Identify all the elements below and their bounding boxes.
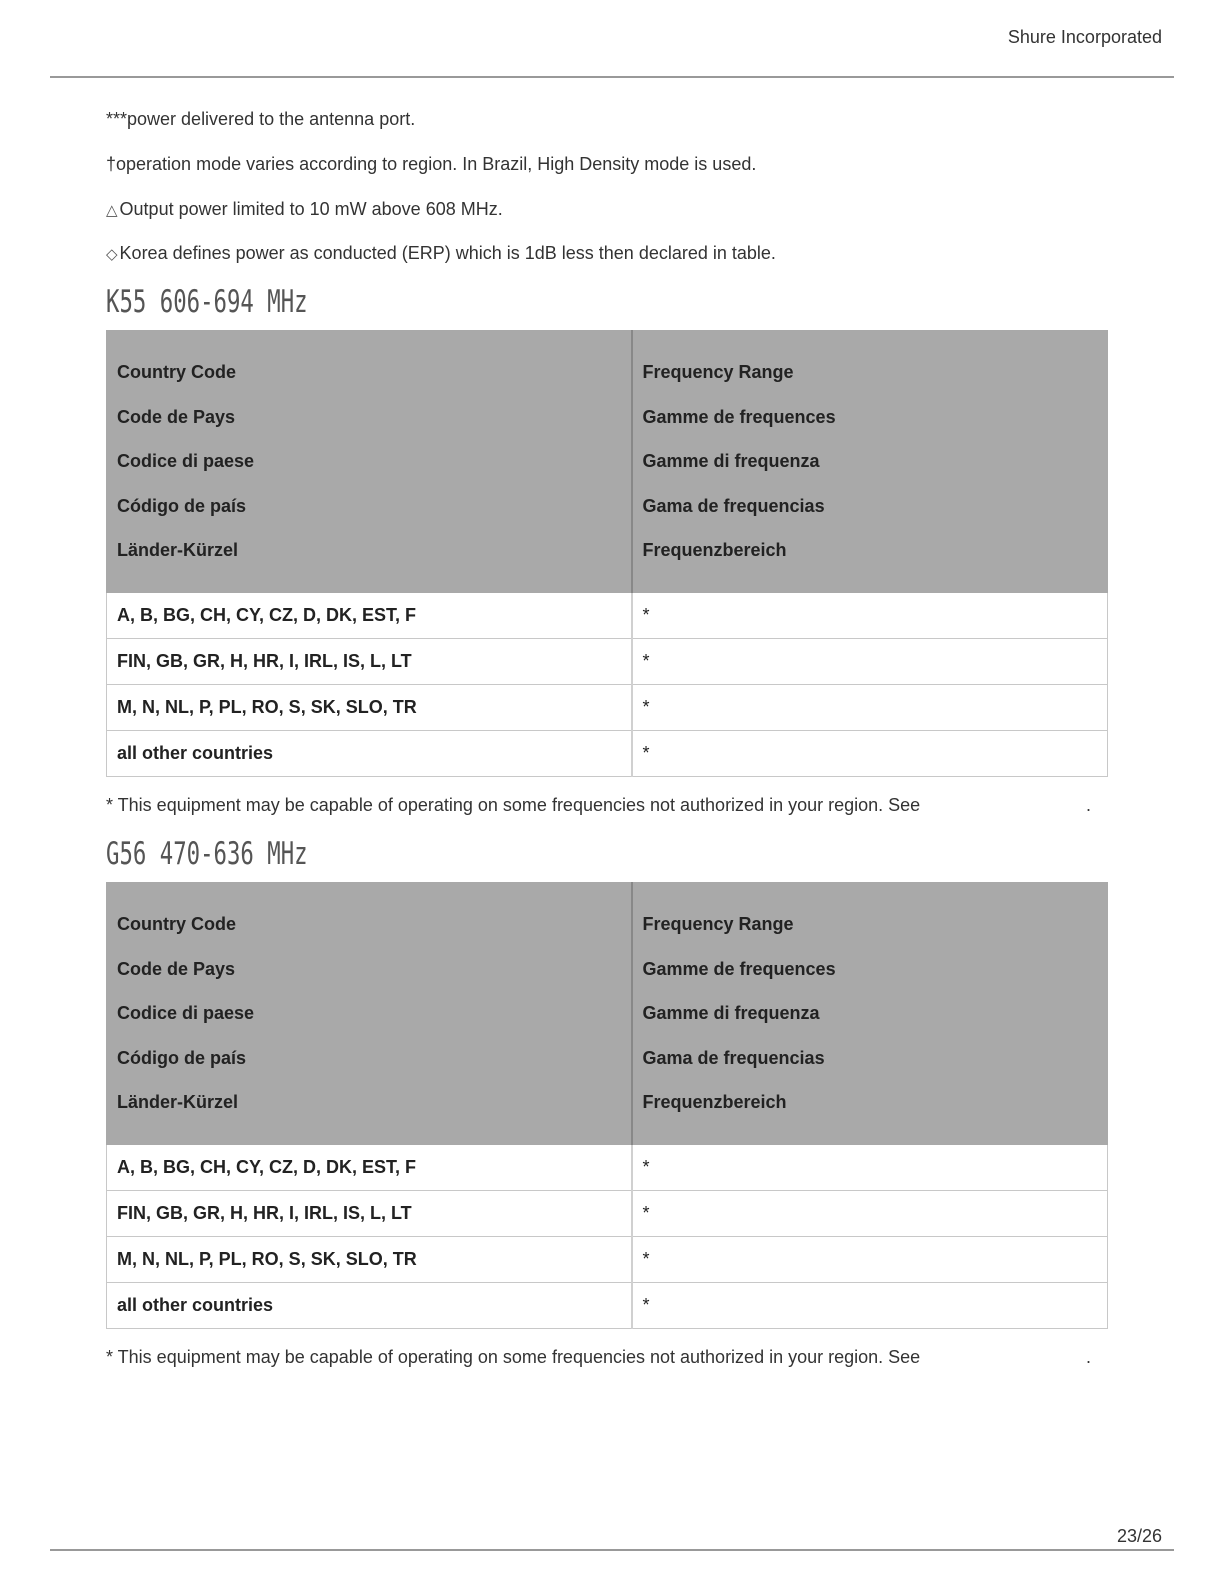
country-list: all other countries xyxy=(107,1282,632,1328)
frequency-range: * xyxy=(632,593,1108,639)
diamond-icon: ◇ xyxy=(106,246,118,263)
table-header-row xyxy=(107,882,1108,1145)
frequency-range: * xyxy=(632,1190,1108,1236)
table-row xyxy=(107,1190,1108,1236)
header-frequency-range: Frequency Range Gamme de frequences Gamme di frequenza Gama de frequencias Frequenzbereich xyxy=(632,882,1108,1145)
triangle-icon: △ xyxy=(106,202,118,219)
frequency-range: * xyxy=(632,730,1108,776)
table-row xyxy=(107,1145,1108,1191)
section-title-g56: G56 470-636 MHz xyxy=(106,836,308,872)
note-power: ***power delivered to the antenna port. xyxy=(106,109,416,129)
table-row xyxy=(107,1236,1108,1282)
footnote-g56: * This equipment may be capable of operating on some frequencies not authorized in your region. See . xyxy=(106,1347,1092,1367)
company-name: Shure Incorporated xyxy=(1007,27,1162,47)
table-row xyxy=(107,593,1108,639)
country-list: M, N, NL, P, PL, RO, S, SK, SLO, TR xyxy=(107,684,632,730)
footer-rule xyxy=(50,1549,1174,1551)
frequency-table-k55 xyxy=(106,330,1108,777)
country-list: A, B, BG, CH, CY, CZ, D, DK, EST, F xyxy=(107,593,632,639)
frequency-range: * xyxy=(632,1282,1108,1328)
header-country-code: Country Code Code de Pays Codice di paese Código de país Länder-Kürzel xyxy=(107,882,632,1145)
country-list: FIN, GB, GR, H, HR, I, IRL, IS, L, LT xyxy=(107,638,632,684)
frequency-range: * xyxy=(632,638,1108,684)
note-korea: ◇ Korea defines power as conducted (ERP) which is 1dB less then declared in table. xyxy=(106,243,776,263)
country-list: all other countries xyxy=(107,730,632,776)
country-list: M, N, NL, P, PL, RO, S, SK, SLO, TR xyxy=(107,1236,632,1282)
frequency-table-g56 xyxy=(106,882,1108,1329)
header-frequency-range: Frequency Range Gamme de frequences Gamme di frequenza Gama de frequencias Frequenzbereich xyxy=(632,330,1108,593)
frequency-range: * xyxy=(632,1236,1108,1282)
country-list: A, B, BG, CH, CY, CZ, D, DK, EST, F xyxy=(107,1145,632,1191)
table-header-row xyxy=(107,330,1108,593)
country-list: FIN, GB, GR, H, HR, I, IRL, IS, L, LT xyxy=(107,1190,632,1236)
frequency-range: * xyxy=(632,1145,1108,1191)
note-output-power: △ Output power limited to 10 mW above 608 MHz. xyxy=(106,199,503,219)
table-row xyxy=(107,730,1108,776)
frequency-range: * xyxy=(632,684,1108,730)
page-number: 23/26 xyxy=(1116,1526,1162,1546)
header-rule xyxy=(50,76,1174,78)
section-title-k55: K55 606-694 MHz xyxy=(106,284,308,320)
note-operation-mode: †operation mode varies according to region. In Brazil, High Density mode is used. xyxy=(106,154,757,174)
header-country-code: Country Code Code de Pays Codice di paese Código de país Länder-Kürzel xyxy=(107,330,632,593)
footnote-k55: * This equipment may be capable of operating on some frequencies not authorized in your region. See . xyxy=(106,795,1092,815)
table-row xyxy=(107,638,1108,684)
table-row xyxy=(107,1282,1108,1328)
table-row xyxy=(107,684,1108,730)
